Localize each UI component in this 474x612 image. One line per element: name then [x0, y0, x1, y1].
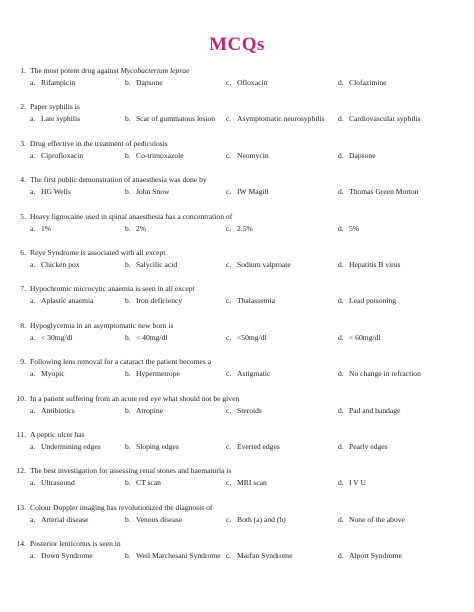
question-text: Hypoglycemia in an asymptomatic new born is: [30, 320, 174, 330]
answer-option: [30, 114, 80, 124]
option-text: Venous disease: [136, 514, 183, 524]
option-text: Hypermetrope: [136, 369, 180, 379]
answer-option: [30, 78, 75, 88]
question-stem: [14, 430, 464, 441]
option-text: Antibiotics: [41, 405, 75, 415]
option-letter: d.: [338, 223, 344, 233]
question-list: [14, 66, 464, 575]
answer-option: [30, 551, 93, 561]
question-item: [14, 394, 464, 430]
question-stem: [14, 466, 464, 477]
option-text: Aplastic anaemia: [41, 296, 94, 306]
question-item: [14, 284, 464, 320]
option-letter: d.: [338, 150, 344, 160]
option-letter: b.: [125, 114, 131, 124]
answer-options: [14, 113, 464, 124]
question-stem: [14, 102, 464, 113]
question-number: 6.: [20, 247, 26, 257]
question-text: Heavy lignocaine used in spinal anaesthesia has a concentration of: [30, 211, 233, 221]
answer-option: [125, 369, 180, 379]
answer-option: [125, 260, 177, 270]
option-text: Pearly edges: [349, 441, 388, 451]
answer-option: [30, 333, 73, 343]
question-text-wrap: [30, 430, 85, 440]
answer-option: [125, 151, 184, 161]
answer-option: [338, 406, 400, 416]
option-letter: d.: [338, 296, 344, 306]
answer-option: [226, 551, 292, 561]
option-letter: c.: [226, 405, 232, 415]
question-text-wrap: [30, 466, 231, 476]
question-text-wrap: [30, 212, 232, 222]
option-text: Asymptomatic neurosyphilis: [237, 114, 325, 124]
option-text: Ultrasound: [41, 478, 75, 488]
question-stem: [14, 503, 464, 514]
option-text: Chicken pox: [41, 259, 80, 269]
question-number: 12.: [16, 466, 26, 476]
option-text: Arterial disease: [41, 514, 89, 524]
question-number: 2.: [20, 102, 26, 112]
question-item: [14, 212, 464, 248]
option-letter: c.: [226, 369, 232, 379]
question-item: [14, 430, 464, 466]
question-stem: [14, 539, 464, 550]
question-text: Following lens removal for a cataract the patient becomes a: [30, 357, 212, 367]
option-text: No change in refraction: [349, 369, 421, 379]
option-text: Late syphilis: [41, 114, 81, 124]
question-text-wrap: [30, 175, 207, 185]
answer-options: [14, 150, 464, 161]
answer-option: [30, 260, 80, 270]
answer-options: [14, 477, 464, 488]
answer-options: [14, 223, 464, 234]
answer-option: [226, 78, 267, 88]
option-letter: a.: [30, 551, 36, 561]
question-item: [14, 66, 464, 102]
question-text: The best investigation for assessing renal stones and haematuria is: [30, 466, 232, 476]
question-item: [14, 175, 464, 211]
option-letter: b.: [125, 259, 131, 269]
answer-options: [14, 259, 464, 270]
option-text: Iron deficiency: [136, 296, 183, 306]
option-text: 5%: [349, 223, 360, 233]
option-text: Dapsone: [349, 150, 376, 160]
answer-option: [338, 369, 421, 379]
question-text: Paper syphilis is: [30, 102, 80, 112]
answer-option: [226, 151, 269, 161]
question-text-wrap: [30, 66, 189, 76]
answer-options: [14, 405, 464, 416]
option-text: <50mg/dl: [237, 332, 267, 342]
answer-options: [14, 332, 464, 343]
option-letter: a.: [30, 369, 36, 379]
question-text-wrap: [30, 539, 121, 549]
option-text: Ofloxacin: [237, 78, 268, 87]
question-stem: [14, 284, 464, 295]
option-letter: c.: [226, 150, 232, 160]
option-letter: d.: [338, 478, 344, 488]
question-text-wrap: [30, 139, 168, 149]
answer-option: [226, 187, 269, 197]
option-letter: c.: [226, 551, 232, 561]
answer-options: [14, 441, 464, 452]
answer-options: [14, 295, 464, 306]
option-letter: c.: [226, 114, 232, 124]
answer-option: [125, 296, 182, 306]
option-text: Weil Marchesani Syndrome: [136, 551, 221, 561]
question-item: [14, 503, 464, 539]
option-letter: c.: [226, 514, 232, 524]
option-letter: d.: [338, 187, 344, 197]
option-letter: c.: [226, 259, 232, 269]
option-letter: a.: [30, 114, 36, 124]
answer-option: [125, 551, 221, 561]
answer-option: [226, 369, 270, 379]
answer-option: [125, 406, 163, 416]
option-text: < 60mg/dl: [349, 332, 381, 342]
option-text: Atropine: [136, 405, 163, 415]
option-text: Steroids: [237, 405, 262, 415]
option-letter: d.: [338, 405, 344, 415]
option-text: Cardiovascular syphilis: [349, 114, 421, 124]
option-letter: d.: [338, 551, 344, 561]
answer-option: [338, 187, 419, 197]
option-letter: b.: [125, 478, 131, 488]
answer-options: [14, 77, 464, 88]
option-letter: b.: [125, 514, 131, 524]
answer-option: [226, 260, 291, 270]
option-text: Astigmatic: [237, 369, 271, 379]
answer-option: [338, 151, 376, 161]
option-text: Sloping edges: [136, 441, 179, 451]
option-text: Alport Syndrome: [349, 551, 402, 561]
answer-option: [226, 478, 267, 488]
question-number: 7.: [20, 284, 26, 294]
option-letter: a.: [30, 150, 36, 160]
option-text: Co-trimoxazole: [136, 150, 184, 160]
option-text: IW Magill: [237, 187, 269, 197]
option-letter: a.: [30, 514, 36, 524]
answer-option: [125, 442, 179, 452]
option-letter: a.: [30, 78, 36, 87]
question-number: 5.: [20, 211, 26, 221]
answer-option: [226, 406, 262, 416]
option-text: Clofazimine: [349, 78, 387, 87]
answer-option: [30, 478, 75, 488]
answer-option: [338, 442, 388, 452]
page-title: MCQs: [209, 34, 265, 55]
question-stem: [14, 321, 464, 332]
question-number: 1.: [20, 66, 26, 75]
question-stem: [14, 175, 464, 186]
question-text-wrap: [30, 102, 80, 112]
option-letter: c.: [226, 187, 232, 197]
option-text: Everted edges: [237, 441, 280, 451]
option-letter: d.: [338, 441, 344, 451]
question-stem: [14, 357, 464, 368]
answer-option: [30, 442, 101, 452]
option-letter: b.: [125, 150, 131, 160]
option-letter: d.: [338, 78, 344, 87]
answer-option: [226, 442, 280, 452]
question-text: The first public demonstration of anaesthesia was done by: [30, 175, 207, 185]
question-text: Drug effective in the treatment of pediculosis: [30, 138, 168, 148]
question-text-italic: Mycobacterium leprae: [120, 66, 190, 75]
option-letter: b.: [125, 296, 131, 306]
option-letter: c.: [226, 296, 232, 306]
option-letter: c.: [226, 478, 232, 488]
answer-option: [226, 333, 267, 343]
question-text-wrap: [30, 321, 173, 331]
option-text: Salycilic acid: [136, 259, 178, 269]
question-item: [14, 466, 464, 502]
question-text: Reye Syndrome is associated with all except: [30, 247, 166, 257]
question-text: A peptic ulcer has: [30, 429, 85, 439]
option-text: I V U: [349, 478, 367, 488]
option-letter: d.: [338, 332, 344, 342]
option-letter: d.: [338, 259, 344, 269]
question-number: 4.: [20, 175, 26, 185]
answer-option: [125, 187, 170, 197]
question-text-wrap: [30, 357, 211, 367]
answer-option: [338, 333, 381, 343]
answer-option: [338, 515, 405, 525]
question-text: In a patient suffering from an acute red eye what should not be given: [30, 393, 240, 403]
question-text: Posterior lenticonus is seen in: [30, 539, 121, 549]
answer-option: [125, 333, 168, 343]
answer-option: [30, 515, 88, 525]
question-number: 9.: [20, 357, 26, 367]
option-letter: c.: [226, 441, 232, 451]
option-letter: b.: [125, 187, 131, 197]
question-item: [14, 357, 464, 393]
option-letter: a.: [30, 405, 36, 415]
question-stem: [14, 212, 464, 223]
answer-option: [30, 369, 65, 379]
option-text: Thalassemia: [237, 296, 275, 306]
option-letter: a.: [30, 187, 36, 197]
option-letter: b.: [125, 78, 131, 87]
option-text: Neomycin: [237, 150, 269, 160]
answer-option: [125, 114, 215, 124]
answer-options: [14, 514, 464, 525]
question-text: Hypochromic microcytic anaemia is seen in all except: [30, 284, 195, 294]
answer-option: [30, 296, 94, 306]
question-number: 8.: [20, 320, 26, 330]
option-letter: c.: [226, 223, 232, 233]
option-letter: b.: [125, 551, 131, 561]
option-text: Ciprofloxacin: [41, 150, 84, 160]
option-text: MRI scan: [237, 478, 267, 488]
answer-option: [338, 296, 396, 306]
option-letter: b.: [125, 223, 131, 233]
option-letter: b.: [125, 441, 131, 451]
question-item: [14, 539, 464, 575]
question-text-wrap: [30, 248, 165, 258]
option-text: CT scan: [136, 478, 161, 488]
answer-option: [338, 478, 366, 488]
question-item: [14, 321, 464, 357]
option-text: None of the above: [349, 514, 405, 524]
answer-option: [226, 224, 253, 234]
answer-options: [14, 550, 464, 561]
option-text: < 30mg/dl: [41, 332, 73, 342]
answer-options: [14, 368, 464, 379]
option-text: Pad and bandage: [349, 405, 401, 415]
option-text: Scar of gummatous lesion: [136, 114, 216, 124]
answer-option: [125, 78, 163, 88]
option-text: 2.5%: [237, 223, 253, 233]
answer-options: [14, 186, 464, 197]
option-text: Rifampicin: [41, 78, 76, 87]
option-letter: d.: [338, 369, 344, 379]
option-text: Both (a) and (b): [237, 514, 286, 524]
question-stem: [14, 248, 464, 259]
option-letter: b.: [125, 332, 131, 342]
question-item: [14, 102, 464, 138]
option-text: Sodium valproate: [237, 259, 291, 269]
question-stem: [14, 66, 464, 77]
option-text: 1%: [41, 223, 52, 233]
question-number: 10.: [16, 393, 26, 403]
answer-option: [30, 151, 83, 161]
option-letter: c.: [226, 332, 232, 342]
option-text: Marfan Syndrome: [237, 551, 293, 561]
answer-option: [338, 260, 400, 270]
question-text-wrap: [30, 284, 195, 294]
answer-option: [125, 224, 146, 234]
answer-option: [338, 551, 402, 561]
question-number: 13.: [16, 502, 26, 512]
answer-option: [125, 478, 161, 488]
option-letter: d.: [338, 114, 344, 124]
option-letter: b.: [125, 369, 131, 379]
answer-option: [30, 187, 71, 197]
question-text: Colour Doppler imaging has revolutionized the diagnosis of: [30, 502, 213, 512]
answer-option: [30, 224, 51, 234]
option-letter: c.: [226, 78, 232, 87]
question-number: 11.: [16, 429, 26, 439]
question-item: [14, 248, 464, 284]
option-text: < 40mg/dl: [136, 332, 168, 342]
answer-option: [226, 296, 275, 306]
option-text: Down Syndrome: [41, 551, 93, 561]
option-letter: a.: [30, 259, 36, 269]
question-item: [14, 139, 464, 175]
option-letter: b.: [125, 405, 131, 415]
answer-option: [226, 114, 325, 124]
option-text: John Snow: [136, 187, 170, 197]
answer-option: [125, 515, 182, 525]
question-stem: [14, 394, 464, 405]
answer-option: [226, 515, 286, 525]
option-letter: a.: [30, 478, 36, 488]
option-text: Hepatitis B virus: [349, 259, 401, 269]
question-text: The most potent drug against: [30, 66, 121, 75]
question-number: 3.: [20, 138, 26, 148]
option-letter: d.: [338, 514, 344, 524]
option-letter: a.: [30, 223, 36, 233]
option-letter: a.: [30, 332, 36, 342]
question-number: 14.: [16, 539, 26, 549]
answer-option: [338, 78, 387, 88]
option-text: Myopic: [41, 369, 65, 379]
answer-option: [338, 114, 421, 124]
option-letter: a.: [30, 296, 36, 306]
answer-option: [30, 406, 75, 416]
option-text: Dapsone: [136, 78, 163, 87]
option-text: Undermining edges: [41, 441, 101, 451]
option-text: 2%: [136, 223, 147, 233]
option-text: Lead poisoning: [349, 296, 397, 306]
question-text-wrap: [30, 394, 239, 404]
option-text: Thomas Green Morton: [349, 187, 419, 197]
question-stem: [14, 139, 464, 150]
question-text-wrap: [30, 503, 212, 513]
answer-option: [338, 224, 359, 234]
option-text: HG Wells: [41, 187, 71, 197]
option-letter: a.: [30, 441, 36, 451]
